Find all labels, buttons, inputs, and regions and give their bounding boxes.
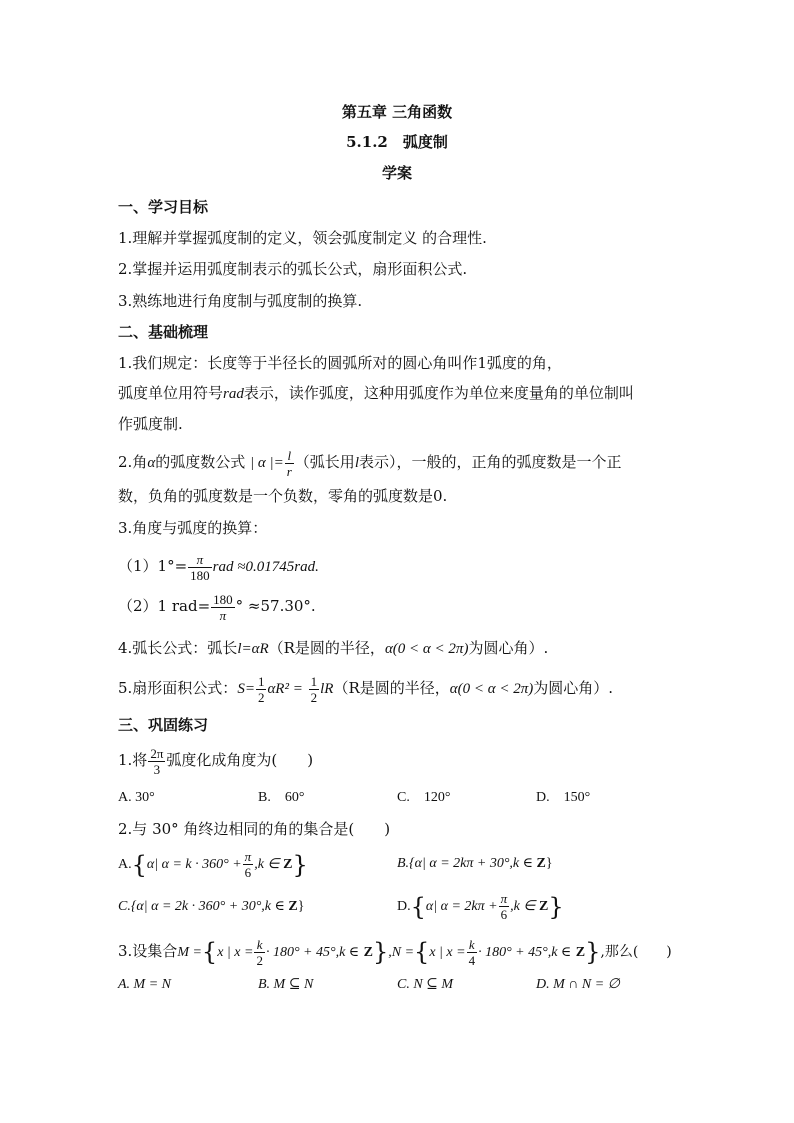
fraction-180-over-pi: $\frac{180}{\pi}$ bbox=[213, 591, 233, 623]
doc-type-title: 学案 bbox=[381, 164, 412, 182]
heading-practice: 三、巩固练习 bbox=[118, 716, 209, 734]
section-title: 5.1.2 弧度制 bbox=[346, 133, 448, 151]
basics-2-line-b: 数，负角的弧度数是一个负数，零角的弧度数是0. bbox=[118, 487, 448, 505]
q2-option-c: C.{α| α = 2k · 360° + 30°,k ∈ Z} bbox=[118, 899, 305, 914]
q1-option-d: D. 150° bbox=[536, 790, 591, 805]
q2-option-a: A.{α| α = k · 360° + $\frac{\pi}{6}$ ,k ∈ Z} bbox=[118, 849, 308, 881]
basics-3: 3.角度与弧度的换算： bbox=[118, 519, 268, 537]
q3-option-c: C. N ⊆ M bbox=[397, 977, 454, 992]
objective-1: 1.理解并掌握弧度制的定义，领会弧度制定义 的合理性. bbox=[118, 229, 487, 247]
question-1: 1.将 $\frac{2\pi}{3}$ 弧度化成角度为( ) bbox=[118, 745, 314, 777]
fraction-one-half-a: $\frac{1}{2}$ bbox=[257, 673, 265, 705]
objective-2: 2.掌握并运用弧度制表示的弧长公式，扇形面积公式. bbox=[118, 260, 468, 278]
chapter-title: 第五章 三角函数 bbox=[341, 103, 453, 121]
heading-objectives: 一、学习目标 bbox=[118, 198, 209, 216]
q1-option-a: A. 30° bbox=[118, 790, 155, 805]
q1-option-b: B. 60° bbox=[258, 790, 305, 805]
q2-option-d: D.{α| α = 2kπ + $\frac{\pi}{6}$ ,k ∈ Z} bbox=[397, 891, 564, 923]
fraction-pi-over-180: $\frac{\pi}{180}$ bbox=[190, 551, 210, 583]
q3-option-a: A. M = N bbox=[118, 977, 171, 992]
basics-2-line-a: 2.角α的弧度数公式 | α |= $\frac{l}{r}$ （弧长用l表示），一般的，正角的弧度数是一个正 bbox=[118, 447, 622, 479]
fraction-pi-over-6-a: $\frac{\pi}{6}$ bbox=[244, 849, 252, 881]
fraction-l-over-r: $\frac{l}{r}$ bbox=[286, 447, 292, 479]
q3-option-b: B. M ⊆ N bbox=[258, 977, 314, 992]
fraction-2pi-over-3: $\frac{2\pi}{3}$ bbox=[150, 745, 164, 777]
basics-1-line-c: 作弧度制. bbox=[118, 415, 183, 433]
conversion-2: （2）1 rad= $\frac{180}{\pi}$ ° ≈57.30°. bbox=[118, 591, 316, 623]
objective-3: 3.熟练地进行角度制与弧度制的换算. bbox=[118, 292, 363, 310]
basics-1-line-a: 1.我们规定：长度等于半径长的圆弧所对的圆心角叫作1弧度的角， bbox=[118, 354, 562, 372]
heading-basics: 二、基础梳理 bbox=[118, 323, 209, 341]
fraction-k-over-4: $\frac{k}{4}$ bbox=[468, 936, 476, 968]
fraction-k-over-2: $\frac{k}{2}$ bbox=[256, 936, 263, 968]
fraction-one-half-b: $\frac{1}{2}$ bbox=[310, 673, 318, 705]
sector-area-formula: 5.扇形面积公式：S= $\frac{1}{2}$ αR² = $\frac{1}{2}$ lR（R是圆的半径，α(0 < α < 2π)为圆心角）. bbox=[118, 673, 614, 705]
arc-length-formula: 4.弧长公式：弧长l=αR（R是圆的半径，α(0 < α < 2π)为圆心角）. bbox=[118, 639, 549, 657]
question-3: 3.设集合M ={x | x = $\frac{k}{2}$ · 180° + 45°,k ∈ Z},N ={x | x = $\frac{k}{4}$ · 180° + 45°,k ∈ Z},那么( ) bbox=[118, 936, 672, 968]
basics-1-line-b: 弧度单位用符号rad表示，读作弧度，这种用弧度作为单位来度量角的单位制叫 bbox=[118, 384, 634, 402]
q2-option-b: B.{α| α = 2kπ + 30°,k ∈ Z} bbox=[397, 856, 553, 871]
question-2: 2.与 30° 角终边相同的角的集合是( ) bbox=[118, 820, 391, 838]
q3-option-d: D. M ∩ N = ∅ bbox=[536, 977, 620, 992]
q1-option-c: C. 120° bbox=[397, 790, 451, 805]
fraction-pi-over-6-d: $\frac{\pi}{6}$ bbox=[500, 891, 508, 923]
conversion-1: （1）1°= $\frac{\pi}{180}$ rad ≈0.01745rad. bbox=[118, 551, 319, 583]
